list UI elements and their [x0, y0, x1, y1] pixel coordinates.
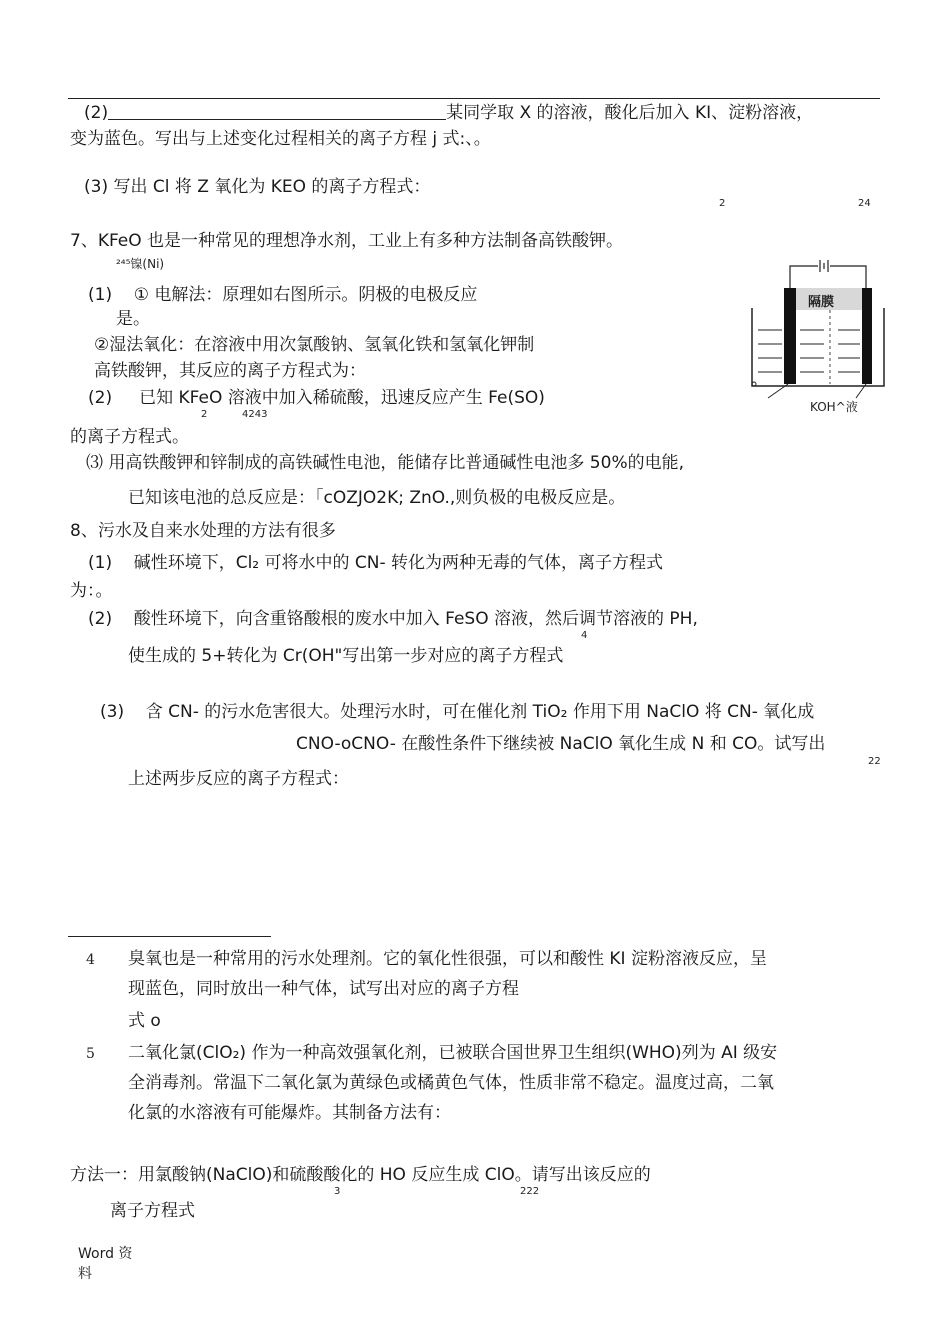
text-line: 使生成的 5+转化为 Cr(OH"写出第一步对应的离子方程式: [128, 646, 564, 666]
question-7-1-line: [88, 284, 477, 306]
footnote-text: 二氧化氯(ClO₂) 作为一种高效强氧化剂，已被联合国世界卫生组织(WHO)列为 AI 级安: [128, 1043, 778, 1063]
question-8-2-line: [88, 608, 698, 630]
subscript: 222: [520, 1186, 540, 1197]
question-7-2-line: [88, 387, 545, 409]
text-line: 变为蓝色。写出与上述变化过程相关的离子方程 j 式:、。: [70, 129, 491, 149]
question-number: (2): [88, 388, 113, 408]
question-8-title: 8、污水及自来水处理的方法有很多: [70, 521, 336, 541]
question-text: 酸性环境下，向含重铬酸根的废水中加入 FeSO 溶液，然后调节溶液的 PH,: [133, 609, 698, 629]
membrane-label: 隔膜: [808, 295, 835, 310]
word-watermark: [78, 1244, 132, 1284]
question-text: ① 电解法：原理如右图所示。阴极的电极反应: [133, 285, 478, 305]
subscript: 24: [858, 198, 871, 209]
question-number: (1): [88, 285, 113, 305]
footnote-number: 4: [86, 952, 95, 968]
answer-blank[interactable]: [108, 103, 446, 120]
question-text: 某同学取 X 的溶液，酸化后加入 KI、淀粉溶液，: [446, 103, 814, 123]
text-line: 的离子方程式。: [70, 427, 189, 447]
subscript: 2: [719, 198, 726, 209]
footnote-text: 臭氧也是一种常用的污水处理剂。它的氧化性很强，可以和酸性 KI 淀粉溶液反应，呈: [128, 949, 767, 969]
question-number: (3): [100, 702, 125, 722]
watermark-text: 料: [78, 1266, 92, 1282]
text-line: 是。: [116, 309, 150, 329]
method-one-line: 方法一：用氯酸钠(NaClO)和硫酸酸化的 HO 反应生成 ClO。请写出该反应的: [70, 1165, 651, 1185]
question-number: (1): [88, 553, 113, 573]
text-line: 上述两步反应的离子方程式：: [128, 769, 349, 789]
footnote-text: 式 o: [128, 1011, 161, 1031]
top-rule: [68, 98, 880, 99]
subscript: ²⁴⁵镍(Ni): [116, 257, 165, 271]
footnote-text: 化氯的水溶液有可能爆炸。其制备方法有：: [128, 1103, 451, 1123]
footnote-text: 全消毒剂。常温下二氧化氯为黄绿色或橘黄色气体，性质非常不稳定。温度过高，二氧: [128, 1073, 774, 1093]
question-text: 已知 KFeO 溶液中加入稀硫酸，迅速反应产生 Fe(SO): [139, 388, 545, 408]
question-2-line: [84, 102, 813, 124]
footnote-text: 现蓝色，同时放出一种气体，试写出对应的离子方程: [128, 979, 519, 999]
question-8-1-line: [88, 552, 663, 574]
question-number: (2): [88, 609, 113, 629]
footnote-number: 5: [86, 1046, 95, 1062]
electrolysis-diagram: [748, 258, 888, 412]
question-8-3-line: [100, 701, 814, 723]
text-line: 已知该电池的总反应是：「cOZJO2K; ZnO.,则负极的电极反应是。: [128, 488, 626, 508]
text-line: 为：。: [70, 581, 113, 601]
question-7-3-line: ⑶ 用高铁酸钾和锌制成的高铁碱性电池，能储存比普通碱性电池多 50%的电能,: [86, 453, 684, 473]
question-number: (2): [84, 103, 109, 123]
subscript: 4243: [242, 409, 268, 420]
text-line: ②湿法氧化：在溶液中用次氯酸钠、氢氧化铁和氢氧化钾制: [94, 335, 535, 355]
electrolysis-cell-icon: [748, 258, 888, 408]
question-text: 含 CN- 的污水危害很大。处理污水时，可在催化剂 TiO₂ 作用下用 NaClO 将 CN- 氧化成: [145, 702, 815, 722]
footnote-rule: [68, 936, 271, 937]
subscript: 22: [868, 756, 881, 767]
watermark-text: Word 资: [78, 1246, 133, 1262]
subscript: 3: [334, 1186, 341, 1197]
text-line: 高铁酸钾，其反应的离子方程式为：: [94, 361, 366, 381]
subscript: 4: [581, 630, 588, 641]
question-3-line: (3) 写出 Cl 将 Z 氧化为 KEO 的离子方程式：: [84, 177, 431, 197]
text-line: CNO-oCNO- 在酸性条件下继续被 NaClO 氧化生成 N 和 CO。试写出: [296, 734, 826, 754]
question-7-title: 7、KFeO 也是一种常见的理想净水剂，工业上有多种方法制备高铁酸钾。: [70, 231, 624, 251]
question-text: 碱性环境下，Cl₂ 可将水中的 CN- 转化为两种无毒的气体，离子方程式: [133, 553, 664, 573]
text-line: 离子方程式: [110, 1201, 195, 1221]
solution-label: KOH^液: [810, 400, 858, 414]
subscript: 2: [201, 409, 208, 420]
